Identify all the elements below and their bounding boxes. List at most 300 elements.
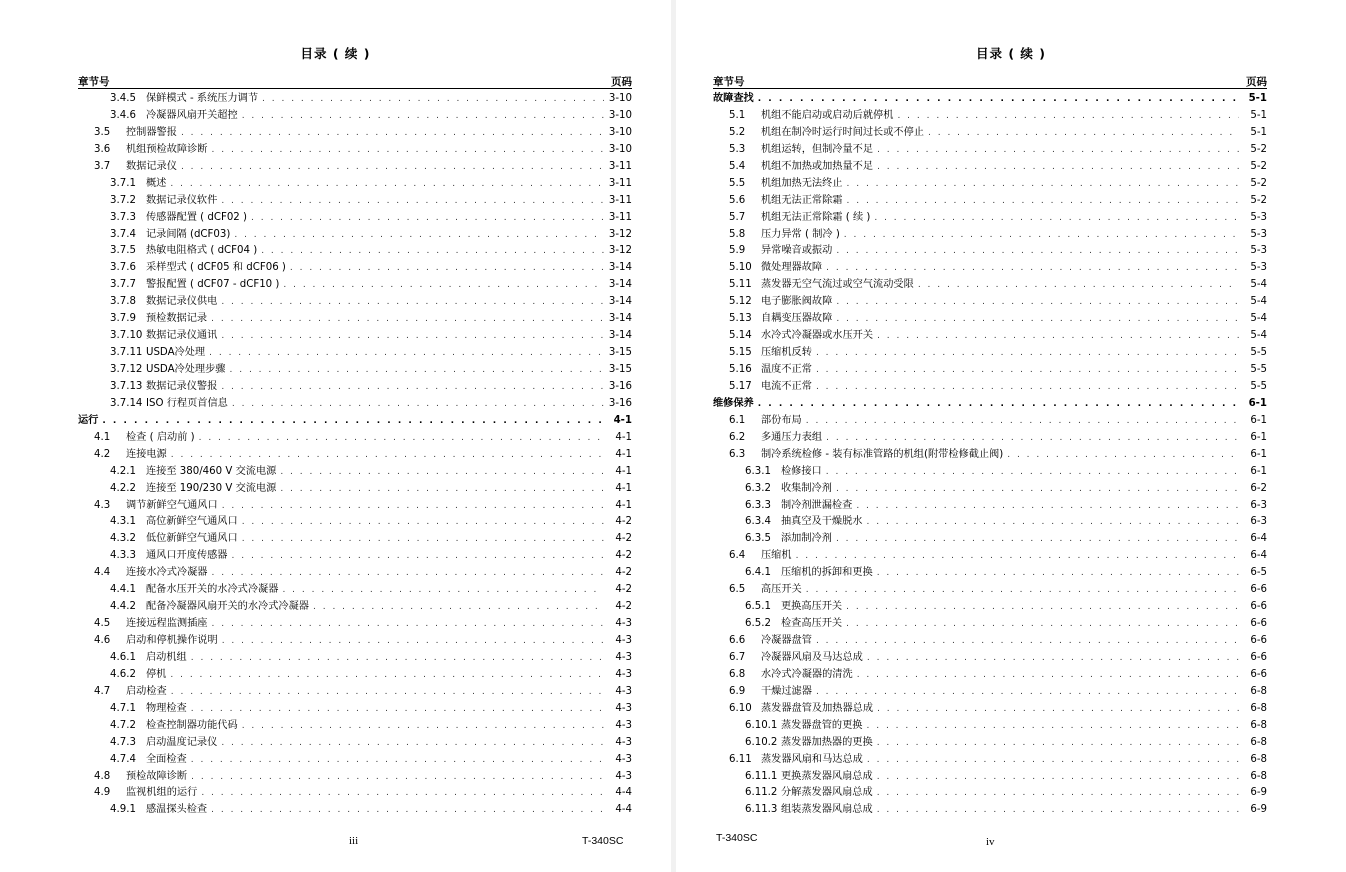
toc-entry-title: 蒸发器盘管的更换: [781, 719, 863, 731]
toc-entry-page: 6-6: [1250, 668, 1267, 680]
toc-dot-leader: [836, 314, 1239, 324]
toc-entry-title: 通风口开度传感器: [146, 550, 228, 562]
toc-entry-page: 5-5: [1250, 364, 1267, 375]
toc-entry: [78, 546, 632, 563]
toc-entry: [713, 360, 1267, 377]
toc-entry-number: 5.9: [729, 245, 746, 257]
toc-entry-page: 6-8: [1250, 702, 1267, 714]
toc-entry-page: 6-4: [1250, 550, 1267, 562]
toc-entry-number: 6.11.3: [745, 804, 778, 816]
toc-entry-title: 蒸发器无空气流过或空气流动受限: [761, 279, 914, 291]
toc-entry: [713, 783, 1267, 800]
toc-dot-leader: [261, 246, 604, 256]
toc-entry-title: 干燥过滤器: [761, 685, 812, 697]
toc-entry-page: 6-8: [1250, 736, 1267, 748]
toc-entry: [78, 665, 632, 682]
toc-entry-page: 3-14: [608, 262, 632, 274]
toc-entry: [713, 377, 1267, 394]
toc-entry-title: 蒸发器加热器的更换: [781, 736, 873, 748]
toc-entry-title: 停机: [146, 668, 167, 680]
toc-entry-page: 4-3: [615, 635, 632, 646]
toc-dot-leader: [874, 213, 1239, 223]
toc-entry-page: 4-4: [615, 787, 632, 799]
toc-entry-title: 制冷剂泄漏检查: [781, 499, 853, 511]
toc-entry: [713, 563, 1267, 580]
toc-entry-page: 3-12: [608, 228, 632, 240]
toc-dot-leader: [816, 348, 1239, 358]
toc-entry-number: 3.7.3: [110, 211, 136, 223]
toc-entry-page: 6-4: [1250, 533, 1267, 545]
toc-dot-leader: [191, 653, 604, 663]
toc-entry-title: 机组无法正常除霜: [761, 194, 843, 206]
toc-dot-leader: [232, 399, 604, 409]
toc-entry-page: 5-5: [1250, 347, 1267, 359]
toc-entry: [713, 106, 1267, 123]
toc-dot-leader: [191, 704, 604, 714]
toc-dot-leader: [181, 128, 604, 138]
toc-entry-title: 自耦变压器故障: [761, 313, 833, 325]
toc-dot-leader: [844, 230, 1239, 240]
toc-entry-title: 高压开关: [761, 584, 802, 596]
toc-entry: [713, 529, 1267, 546]
toc-dot-leader: [171, 687, 604, 697]
toc-entry-title: 检修接口: [781, 465, 822, 477]
toc-entry-title: 数据记录仪软件: [146, 194, 218, 206]
toc-entry: [78, 529, 632, 546]
toc-entry-page: 6-3: [1250, 516, 1267, 528]
toc-entry-page: 5-5: [1250, 380, 1267, 392]
toc-entry-page: 4-2: [615, 584, 632, 596]
toc-entry: [78, 800, 632, 817]
toc-entry-page: 6-3: [1250, 499, 1267, 511]
toc-entry: [713, 275, 1267, 292]
toc-entry: [713, 750, 1267, 767]
toc-entry-number: 3.7.12: [110, 364, 143, 375]
toc-entry: [713, 343, 1267, 360]
toc-dot-leader: [877, 145, 1239, 155]
toc-entry-title: 警报配置 ( dCF07 - dCF10 ): [146, 279, 280, 291]
toc-entry-number: 3.4.5: [110, 93, 136, 104]
toc-entry: [78, 512, 632, 529]
toc-entry: [713, 445, 1267, 462]
toc-entry: [78, 733, 632, 750]
page-number: iv: [986, 836, 995, 848]
toc-entry-page: 5-2: [1250, 177, 1267, 189]
toc-entry-title: 制冷系统检修 - 装有标准管路的机组(附带检修截止阀): [761, 448, 1004, 460]
toc-entry-page: 4-2: [615, 601, 632, 613]
toc-entry-number: 5.11: [729, 279, 752, 291]
toc-entry: [713, 800, 1267, 817]
toc-dot-leader: [313, 602, 604, 612]
toc-entry: [78, 563, 632, 580]
toc-entry: [713, 614, 1267, 631]
toc-entry-title: 添加制冷剂: [781, 533, 832, 545]
toc-entry: [78, 275, 632, 292]
toc-dot-leader: [877, 788, 1239, 798]
toc-entry-title: 冷凝器风扇及马达总成: [761, 651, 863, 663]
page-title: 目录 ( 续 ): [976, 46, 1046, 61]
toc-entry-title: 数据记录仪供电: [146, 296, 218, 308]
toc-entry: [713, 597, 1267, 614]
toc-entry-number: 5.2: [729, 126, 746, 138]
toc-dot-leader: [806, 416, 1239, 426]
toc-dot-leader: [846, 619, 1239, 629]
toc-dot-leader: [836, 297, 1239, 307]
toc-entry-page: 3-10: [608, 93, 632, 104]
toc-entry: [78, 496, 632, 513]
toc-entry-page: 4-3: [615, 618, 632, 630]
toc-dot-leader: [221, 331, 604, 341]
toc-entry-page: 3-11: [608, 211, 632, 223]
toc-dot-leader: [212, 568, 605, 578]
document-code: T-340SC: [582, 835, 624, 847]
toc-entry: [78, 580, 632, 597]
toc-entry-page: 5-2: [1250, 194, 1267, 206]
toc-entry-title: 保鲜模式 - 系统压力调节: [146, 93, 259, 104]
toc-dot-leader: [230, 365, 605, 375]
toc-entry: [713, 428, 1267, 445]
toc-entry: [78, 157, 632, 174]
toc-dot-leader: [877, 738, 1239, 748]
toc-dot-leader: [262, 94, 604, 104]
toc-entry: [78, 783, 632, 800]
toc-entry-title: 维修保养: [713, 397, 754, 409]
toc-entry-title: 收集制冷剂: [781, 482, 832, 494]
toc-entry-title: 水冷式冷凝器或水压开关: [761, 330, 874, 342]
toc-entry-page: 5-3: [1250, 211, 1267, 223]
toc-entry: [78, 326, 632, 343]
toc-entry-number: 3.7.6: [110, 262, 136, 274]
toc-entry-number: 6.4.1: [745, 567, 771, 579]
toc-entry: [713, 292, 1267, 309]
toc-entry-number: 3.7.7: [110, 279, 136, 291]
toc-entry: [713, 733, 1267, 750]
toc-entry-page: 5-3: [1250, 245, 1267, 257]
toc-dot-leader: [221, 738, 604, 748]
toc-entry-title: 机组无法正常除霜 ( 续 ): [761, 211, 871, 223]
toc-entry-number: 5.3: [729, 143, 746, 155]
toc-entry-title: 全面检查: [146, 753, 187, 765]
toc-entry-number: 4.3.1: [110, 516, 136, 528]
toc-entry-page: 6-6: [1250, 584, 1267, 596]
toc-entry-page: 4-3: [615, 736, 632, 748]
toc-entry-page: 6-1: [1250, 431, 1267, 443]
toc-entry-number: 3.6: [94, 143, 111, 155]
toc-entry: [713, 631, 1267, 648]
toc-entry-title: 压缩机: [761, 550, 792, 562]
toc-entry-page: 6-1: [1248, 397, 1267, 409]
section-column-label: 章节号: [713, 76, 745, 88]
toc-entry: [713, 225, 1267, 242]
toc-dot-leader: [211, 314, 604, 324]
toc-entry-title: 多通压力表组: [761, 431, 823, 443]
toc-entry-title: 热敏电阻格式 ( dCF04 ): [146, 245, 258, 257]
toc-entry-page: 6-6: [1250, 635, 1267, 646]
toc-entry-title: 记录间隔 (dCF03): [146, 228, 231, 240]
toc-entry-page: 6-1: [1250, 465, 1267, 477]
toc-entry-page: 6-9: [1250, 787, 1267, 799]
toc-entry-page: 3-10: [608, 143, 632, 155]
page-title: 目录 ( 续 ): [300, 46, 371, 61]
toc-entry-title: 蒸发器盘管及加热器总成: [761, 702, 874, 714]
toc-entry: [713, 699, 1267, 716]
toc-entry-number: 4.5: [94, 618, 111, 630]
toc-entry: [713, 546, 1267, 563]
toc-entry: [713, 309, 1267, 326]
toc-entry-title: 运行: [78, 414, 99, 426]
toc-entry-page: 4-2: [615, 516, 632, 528]
toc-entry: [713, 767, 1267, 784]
toc-dot-leader: [1007, 450, 1239, 460]
toc-entry-number: 5.8: [729, 228, 746, 240]
toc-entry-title: 电流不正常: [761, 380, 812, 392]
toc-entry-title: 电子膨胀阀故障: [761, 296, 833, 308]
toc-entry-title: USDA冷处理步骤: [146, 364, 226, 375]
toc-entry-title: 水冷式冷凝器的清洗: [761, 668, 853, 680]
toc-entry-title: 部份布局: [761, 414, 802, 426]
toc-entry-title: 概述: [146, 177, 167, 189]
toc-entry: [713, 648, 1267, 665]
toc-entry-title: 监视机组的运行: [126, 787, 198, 799]
toc-dot-leader: [212, 619, 605, 629]
toc-entry-number: 6.3.5: [745, 533, 771, 545]
toc-chapter-entry: [713, 89, 1267, 106]
toc-entry-page: 6-2: [1250, 482, 1267, 494]
toc-entry-page: 6-9: [1250, 804, 1267, 816]
toc-entry-page: 4-1: [613, 414, 632, 426]
toc-entry-title: 检查控制器功能代码: [146, 719, 238, 731]
toc-entry-number: 5.17: [729, 380, 752, 392]
toc-entry: [78, 716, 632, 733]
toc-entry: [713, 512, 1267, 529]
toc-dot-leader: [221, 196, 604, 206]
toc-entry: [78, 631, 632, 648]
toc-dot-leader: [232, 551, 605, 561]
toc-dot-leader: [170, 179, 604, 189]
toc-entry: [713, 208, 1267, 225]
toc-entry-page: 4-3: [615, 668, 632, 680]
toc-entry-number: 6.11: [729, 753, 752, 765]
toc-entry-title: 启动和停机操作说明: [126, 635, 218, 646]
toc-dot-leader: [846, 602, 1239, 612]
toc-dot-leader: [211, 805, 604, 815]
toc-entry-number: 3.7.9: [110, 313, 136, 325]
toc-list: [713, 89, 1267, 817]
toc-entry-page: 3-11: [608, 194, 632, 206]
toc-dot-leader: [201, 788, 604, 798]
toc-entry-page: 4-2: [615, 550, 632, 562]
toc-entry-page: 4-3: [615, 685, 632, 697]
toc-entry-title: 机组加热无法终止: [761, 177, 843, 189]
toc-entry-number: 4.7.3: [110, 736, 136, 748]
toc-entry-number: 4.4.1: [110, 584, 136, 596]
toc-dot-leader: [877, 331, 1239, 341]
toc-entry: [78, 614, 632, 631]
toc-dot-leader: [290, 263, 604, 273]
toc-entry-title: 压缩机反转: [761, 347, 812, 359]
toc-entry-title: 更换高压开关: [781, 601, 843, 613]
toc-entry-title: 启动检查: [126, 685, 167, 697]
toc-header: [713, 74, 1267, 89]
toc-entry-number: 3.7.14: [110, 397, 143, 409]
toc-dot-leader: [816, 636, 1239, 646]
toc-entry-number: 4.4: [94, 567, 111, 579]
toc-entry-page: 4-2: [615, 533, 632, 545]
toc-header: [78, 74, 632, 89]
toc-entry-number: 6.1: [729, 414, 746, 426]
page-column-label: 页码: [1246, 76, 1267, 88]
toc-entry-page: 6-8: [1250, 719, 1267, 731]
toc-dot-leader: [181, 162, 604, 172]
toc-entry-number: 3.7: [94, 160, 111, 172]
toc-entry: [713, 716, 1267, 733]
toc-entry-title: 冷凝器盘管: [761, 635, 812, 646]
toc-entry-page: 4-1: [615, 499, 632, 511]
toc-entry-title: 机组预检故障诊断: [126, 143, 208, 155]
toc-entry-number: 5.14: [729, 330, 752, 342]
toc-list: [78, 89, 632, 817]
toc-entry-number: 6.10.2: [745, 736, 778, 748]
toc-entry-number: 4.9.1: [110, 804, 136, 816]
toc-entry-page: 3-16: [608, 380, 632, 392]
toc-entry-page: 5-4: [1250, 279, 1267, 291]
toc-dot-leader: [102, 416, 604, 426]
toc-entry-title: 机组不加热或加热量不足: [761, 160, 874, 172]
toc-entry-number: 5.7: [729, 211, 746, 223]
toc-entry-title: 连接至 380/460 V 交流电源: [146, 465, 277, 477]
toc-dot-leader: [221, 382, 604, 392]
toc-entry-title: 数据记录仪: [126, 160, 177, 172]
toc-entry: [78, 479, 632, 496]
toc-entry-number: 6.9: [729, 685, 746, 697]
toc-entry: [78, 225, 632, 242]
toc-entry-number: 3.4.6: [110, 109, 136, 121]
toc-entry-number: 6.5.2: [745, 618, 771, 630]
toc-entry-page: 6-8: [1250, 770, 1267, 782]
toc-entry-number: 5.1: [729, 109, 746, 121]
toc-dot-leader: [242, 534, 604, 544]
toc-dot-leader: [847, 179, 1240, 189]
toc-entry-title: 连接电源: [126, 448, 167, 460]
toc-entry-number: 5.5: [729, 177, 746, 189]
toc-entry-number: 4.3.2: [110, 533, 136, 545]
toc-dot-leader: [251, 213, 604, 223]
toc-entry-title: 连接水冷式冷凝器: [126, 567, 208, 579]
toc-entry-number: 4.3: [94, 499, 111, 511]
toc-entry: [78, 682, 632, 699]
toc-entry-number: 5.12: [729, 296, 752, 308]
toc-entry-number: 6.6: [729, 635, 746, 646]
toc-entry: [713, 682, 1267, 699]
toc-entry-number: 4.9: [94, 787, 111, 799]
toc-entry-page: 3-11: [608, 177, 632, 189]
toc-entry-number: 3.7.8: [110, 296, 136, 308]
toc-entry: [78, 597, 632, 614]
toc-entry: [78, 208, 632, 225]
toc-dot-leader: [191, 755, 604, 765]
toc-dot-leader: [191, 772, 604, 782]
toc-entry-number: 6.3.1: [745, 465, 771, 477]
toc-entry: [78, 445, 632, 462]
toc-entry-page: 3-14: [608, 279, 632, 291]
toc-entry-title: 分解蒸发器风扇总成: [781, 787, 873, 799]
toc-entry: [713, 496, 1267, 513]
toc-entry-page: 5-4: [1250, 313, 1267, 325]
toc-dot-leader: [796, 551, 1239, 561]
toc-entry-page: 3-14: [608, 313, 632, 325]
toc-dot-leader: [877, 805, 1239, 815]
toc-dot-leader: [836, 534, 1239, 544]
toc-entry-number: 5.4: [729, 160, 746, 172]
toc-entry-title: 连接至 190/230 V 交流电源: [146, 482, 277, 494]
toc-entry-number: 3.5: [94, 126, 111, 138]
toc-entry: [78, 191, 632, 208]
toc-entry-page: 4-3: [615, 651, 632, 663]
toc-entry-page: 5-4: [1250, 296, 1267, 308]
toc-entry-title: 机组运转，但制冷量不足: [761, 143, 874, 155]
toc-dot-leader: [171, 450, 604, 460]
toc-entry-title: 预检数据记录: [146, 313, 208, 325]
toc-entry-title: 配备冷凝器风扇开关的水冷式冷凝器: [146, 601, 309, 613]
toc-entry-number: 4.4.2: [110, 601, 136, 613]
toc-entry-title: 检查 ( 启动前 ): [126, 431, 195, 443]
toc-entry-title: 数据记录仪警报: [146, 380, 218, 392]
toc-entry-number: 6.3.2: [745, 482, 771, 494]
toc-entry-number: 4.8: [94, 770, 111, 782]
toc-entry-page: 6-6: [1250, 651, 1267, 663]
toc-entry-number: 4.2: [94, 448, 111, 460]
toc-dot-leader: [816, 382, 1239, 392]
toc-entry-page: 3-10: [608, 126, 632, 138]
toc-entry-title: 故障查找: [713, 93, 754, 104]
toc-entry: [713, 580, 1267, 597]
toc-entry-page: 3-15: [608, 347, 632, 359]
toc-entry-title: 传感器配置 ( dCF02 ): [146, 211, 248, 223]
toc-dot-leader: [758, 94, 1239, 104]
toc-entry: [713, 191, 1267, 208]
toc-dot-leader: [867, 653, 1239, 663]
toc-entry-title: 数据记录仪通讯: [146, 330, 218, 342]
toc-dot-leader: [826, 433, 1239, 443]
toc-entry-page: 4-3: [615, 719, 632, 731]
toc-entry-title: 组装蒸发器风扇总成: [781, 804, 873, 816]
toc-entry-title: ISO 行程页首信息: [146, 397, 228, 409]
toc-dot-leader: [816, 365, 1239, 375]
toc-entry-title: 异常噪音或振动: [761, 245, 833, 257]
toc-entry-number: 4.2.2: [110, 482, 136, 494]
toc-entry-title: 压缩机的拆卸和更换: [781, 567, 873, 579]
toc-entry-page: 5-4: [1250, 330, 1267, 342]
toc-entry-page: 4-1: [615, 448, 632, 460]
toc-entry-title: 更换蒸发器风扇总成: [781, 770, 873, 782]
toc-dot-leader: [234, 230, 604, 240]
toc-entry-page: 3-14: [608, 296, 632, 308]
toc-entry: [713, 326, 1267, 343]
toc-entry: [78, 767, 632, 784]
toc-entry-page: 4-3: [615, 702, 632, 714]
toc-entry-number: 6.2: [729, 431, 746, 443]
toc-dot-leader: [836, 246, 1239, 256]
toc-entry: [78, 140, 632, 157]
toc-entry-page: 4-1: [615, 431, 632, 443]
toc-entry: [78, 699, 632, 716]
toc-entry-title: 蒸发器风扇和马达总成: [761, 753, 863, 765]
toc-entry-number: 6.3: [729, 448, 746, 460]
toc-entry-title: 配备水压开关的水冷式冷凝器: [146, 584, 279, 596]
toc-entry-title: 检查高压开关: [781, 618, 843, 630]
toc-entry-number: 3.7.11: [110, 347, 143, 359]
toc-entry-title: 高位新鲜空气通风口: [146, 516, 238, 528]
